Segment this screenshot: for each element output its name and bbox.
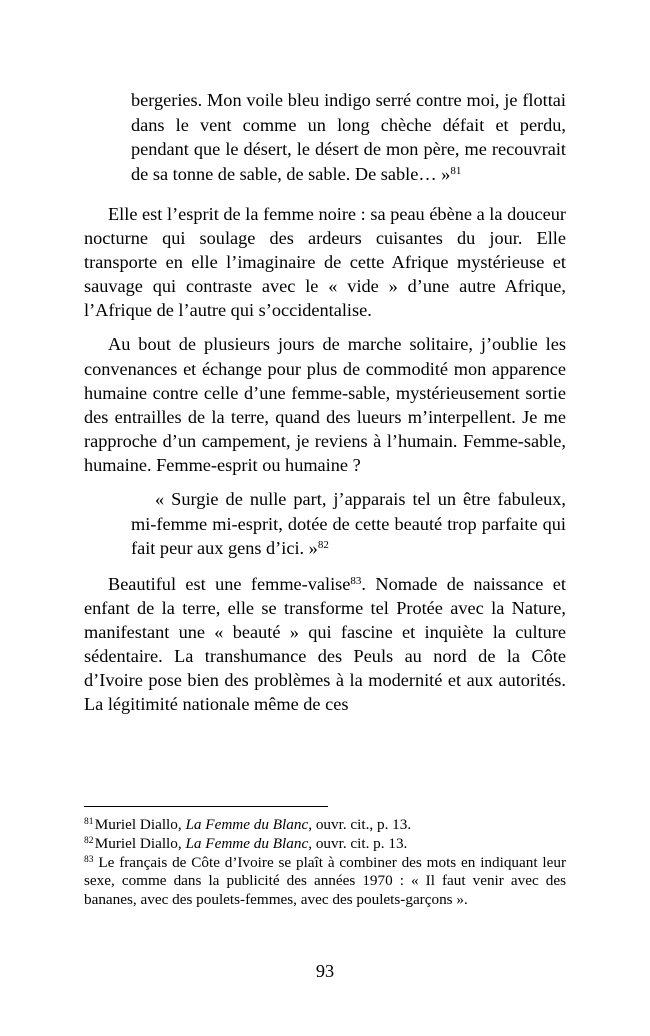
footnotes <box>84 816 566 910</box>
footnote-81 <box>84 816 566 835</box>
footnote-number: 81 <box>84 817 94 827</box>
footnote-ref-81[interactable]: 81 <box>450 164 462 177</box>
block-quote-2 <box>131 487 566 561</box>
paragraph-1: Elle est l’esprit de la femme noire : sa peau ébène a la douceur nocturne qui soulage des ardeurs cuisantes du jour. Elle transporte en elle l’imaginaire de cette Afrique mystérieuse et sauvage qui contraste avec le « vide » d’une autre Afrique, l’Afrique de l’autre qui s’occidentalise. <box>84 204 566 321</box>
paragraph-3-rest: . Nomade de naissance et enfant de la terre, elle se transforme tel Protée avec la Nature, manifestant une « beauté » qui fascine et inquiète la culture sédentaire. La transhumance des Peuls au nord de la Côte d’Ivoire pose bien des problèmes à la modernité et aux autorités. La légitimité nationale même de ces <box>84 573 566 714</box>
quote-1-text: bergeries. Mon voile bleu indigo serré contre moi, je flottai dans le vent comme un long chèche défait et perdu, pendant que le désert, le désert de mon père, me recouvrait de sa tonne de sable, de sable. De sable… » <box>131 90 566 184</box>
footnote-text: Le français de Côte d’Ivoire se plaît à combiner des mots en indiquant leur sexe, comme dans la publicité des années 1970 : « Il faut venir avec des bananes, avec des poulets-femmes, avec des poulets-garçons ». <box>84 853 567 909</box>
footnote-citation: , ouvr. cit., p. 13. <box>308 816 412 833</box>
paragraph-3 <box>84 572 566 717</box>
footnote-82 <box>84 835 566 854</box>
footnote-author: Muriel Diallo, <box>94 834 186 852</box>
paragraph-3-start: Beautiful est une femme-valise <box>108 573 351 594</box>
footnote-number: 83 <box>84 854 94 865</box>
footnote-author: Muriel Diallo, <box>94 816 186 833</box>
footnote-number: 82 <box>84 835 94 846</box>
paragraph-2: Au bout de plusieurs jours de marche solitaire, j’oublie les convenances et échange pour plus de commodité mon apparence humaine contre celle d’une femme-sable, mystérieusement sortie des entrailles de la terre, quand des lueurs m’interpellent. Je me rapproche d’un campement, je reviens à l’humain. Femme-sable, humaine. Femme-esprit ou humaine ? <box>84 334 566 475</box>
page-body <box>84 88 566 716</box>
footnote-83 <box>84 854 566 910</box>
quote-2-text: « Surgie de nulle part, j’apparais tel un être fabuleux, mi-femme mi-esprit, dotée de cette beauté trop parfaite qui fait peur aux gens d’ici. » <box>131 489 566 559</box>
footnote-title: La Femme du Blanc <box>185 816 309 833</box>
footnote-separator <box>84 806 328 807</box>
page-number: 93 <box>315 961 335 981</box>
footnote-ref-83[interactable]: 83 <box>350 574 362 587</box>
footnote-ref-82[interactable]: 82 <box>317 539 329 552</box>
footnote-title: La Femme du Blanc <box>185 834 309 852</box>
footnote-citation: , ouvr. cit. p. 13. <box>308 834 408 852</box>
block-quote-1 <box>131 88 566 186</box>
